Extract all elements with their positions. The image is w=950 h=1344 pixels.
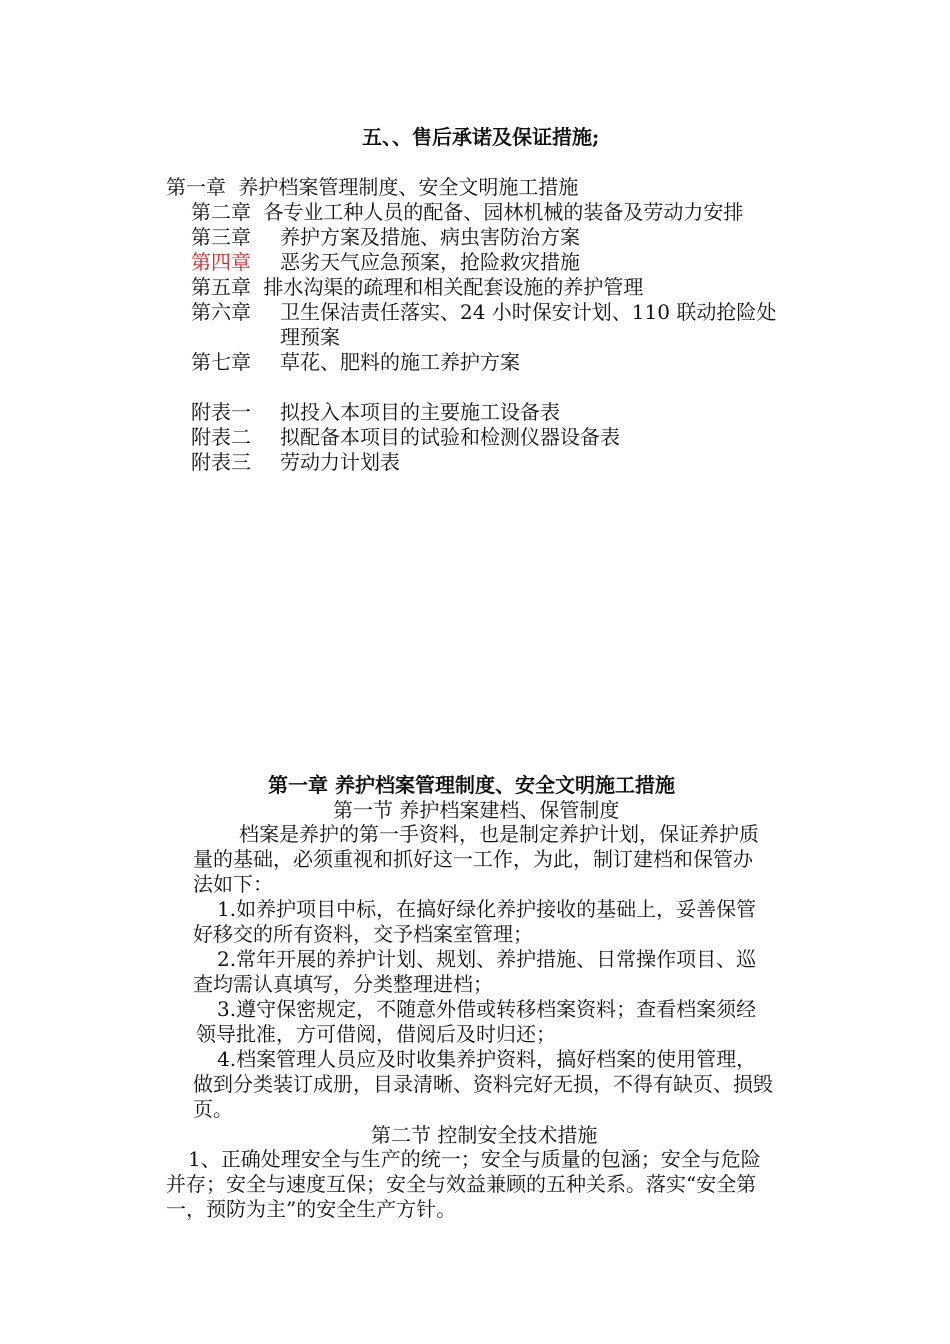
item-line: 查均需认真填写，分类整理进档； <box>193 972 493 996</box>
item-line: 3.遵守保密规定，不随意外借或转移档案资料；查看档案须经 <box>217 997 757 1021</box>
toc-item-6-title: 卫生保洁责任落实、24 小时保安计划、110 联动抢险处 <box>280 300 777 324</box>
section-title-2: 第二节 控制安全技术措施 <box>371 1123 598 1147</box>
section1-item-2 <box>193 947 756 997</box>
text-line: 1、正确处理安全与生产的统一；安全与质量的包涵；安全与危险 <box>188 1147 761 1171</box>
intro-line: 法如下： <box>193 872 273 896</box>
toc-item-7-title: 草花、肥料的施工养护方案 <box>280 350 520 374</box>
item-line: 4.档案管理人员应及时收集养护资料，搞好档案的使用管理， <box>217 1047 757 1071</box>
toc-item-5[interactable] <box>191 274 643 300</box>
toc-label: 第三章 <box>191 225 251 249</box>
intro-line: 量的基础，必须重视和抓好这一工作，为此，制订建档和保管办 <box>193 847 753 871</box>
toc-item-6[interactable]: 第六章 <box>191 300 251 324</box>
appendix-item-2-title: 拟配备本项目的试验和检测仪器设备表 <box>280 425 620 449</box>
toc-item-3-title: 养护方案及措施、病虫害防治方案 <box>280 225 580 249</box>
section1-item-4 <box>193 1047 773 1122</box>
section1-item-1 <box>193 897 756 947</box>
toc-label: 第五章 <box>191 275 251 299</box>
toc-item-6-title-cont: 理预案 <box>280 325 340 349</box>
text-line: 并存；安全与速度互保；安全与效益兼顾的五种关系。落实“安全第 <box>166 1172 757 1196</box>
toc-label: 第一章 <box>166 175 226 199</box>
section1-item-3 <box>193 997 756 1047</box>
chapter-title: 第一章 养护档案管理制度、安全文明施工措施 <box>268 773 675 797</box>
appendix-item-1-title: 拟投入本项目的主要施工设备表 <box>280 400 560 424</box>
appendix-item-3[interactable]: 附表三 <box>191 450 251 474</box>
item-line: 领导批准，方可借阅，借阅后及时归还； <box>196 1022 556 1046</box>
intro-line: 档案是养护的第一手资料，也是制定养护计划，保证养护质 <box>239 822 759 846</box>
item-line: 2.常年开展的养护计划、规划、养护措施、日常操作项目、巡 <box>217 947 757 971</box>
toc-item-4-title: 恶劣天气应急预案，抢险救灾措施 <box>280 250 580 274</box>
section1-intro <box>193 822 759 897</box>
appendix-item-2[interactable]: 附表二 <box>191 425 251 449</box>
toc-item-1[interactable] <box>166 174 578 200</box>
item-line: 好移交的所有资料，交予档案室管理； <box>193 922 533 946</box>
toc-item-3[interactable] <box>191 224 251 250</box>
item-line: 做到分类装订成册，目录清晰、资料完好无损，不得有缺页、损毁 <box>193 1072 773 1096</box>
section2-text <box>166 1147 761 1222</box>
toc-item-2[interactable] <box>191 199 743 225</box>
appendix-item-1[interactable]: 附表一 <box>191 400 251 424</box>
toc-title: 排水沟渠的疏理和相关配套设施的养护管理 <box>263 275 644 299</box>
toc-item-4[interactable]: 第四章 <box>191 250 251 274</box>
toc-label: 第二章 <box>191 200 251 224</box>
text-line: 一，预防为主”的安全生产方针。 <box>166 1197 457 1221</box>
toc-title: 各专业工种人员的配备、园林机械的装备及劳动力安排 <box>263 200 744 224</box>
appendix-item-3-title: 劳动力计划表 <box>280 450 400 474</box>
item-line: 页。 <box>193 1097 233 1121</box>
toc-item-7[interactable]: 第七章 <box>191 350 251 374</box>
toc-title: 养护档案管理制度、安全文明施工措施 <box>238 175 579 199</box>
section-heading: 五、、售后承诺及保证措施; <box>362 125 600 149</box>
item-line: 1.如养护项目中标，在搞好绿化养护接收的基础上，妥善保管 <box>217 897 757 921</box>
section-title-1: 第一节 养护档案建档、保管制度 <box>333 798 620 822</box>
